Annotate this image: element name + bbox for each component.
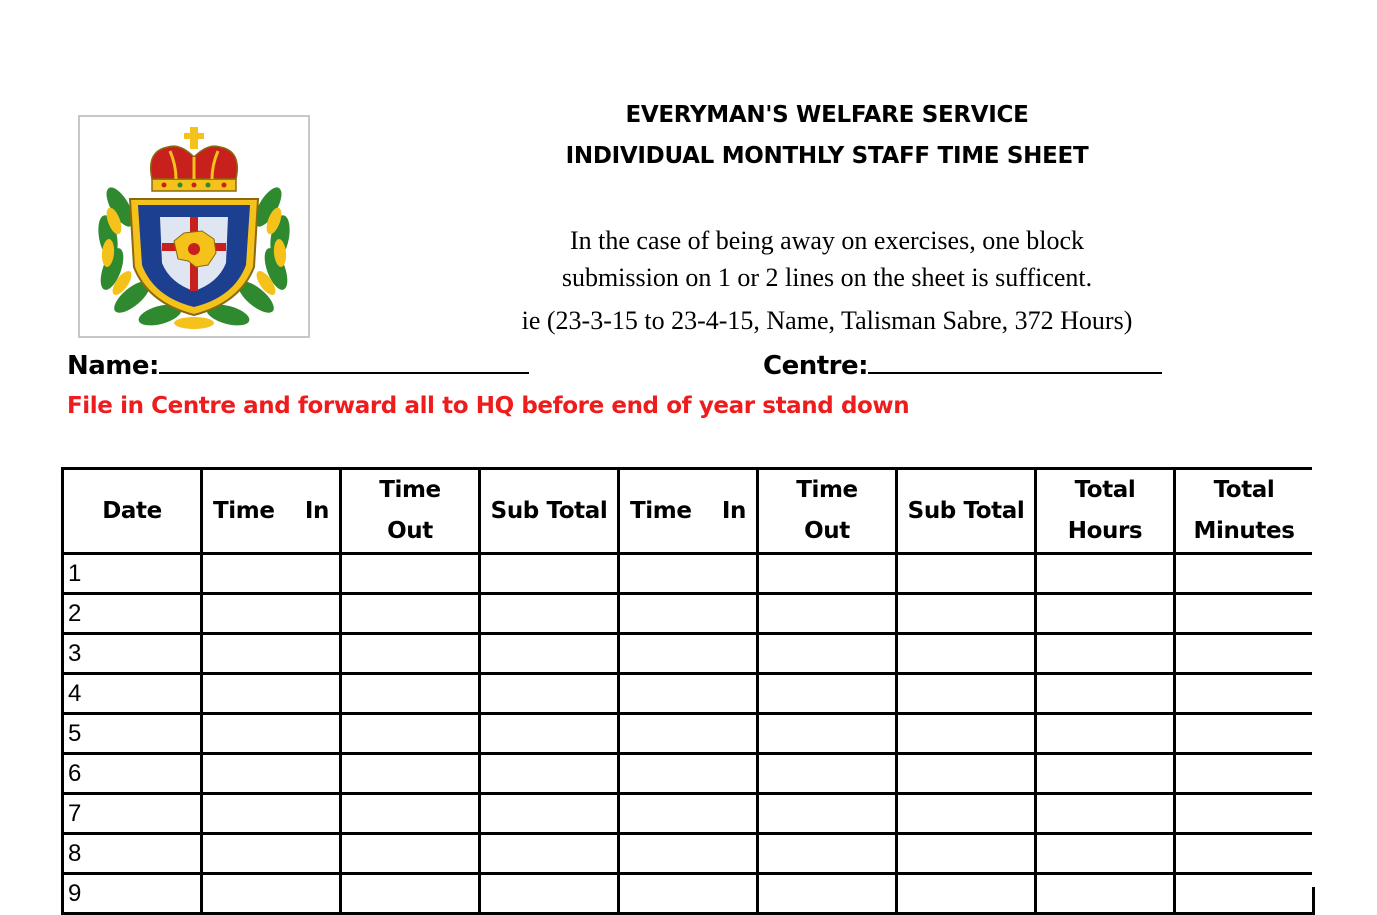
table-row [63, 754, 1314, 794]
entry-cell[interactable] [480, 634, 619, 674]
entry-cell[interactable] [619, 594, 758, 634]
entry-cell[interactable] [1175, 794, 1314, 834]
table-row [63, 794, 1314, 834]
centre-line[interactable] [868, 344, 1162, 374]
entry-cell[interactable] [1175, 554, 1314, 594]
entry-cell[interactable] [1036, 874, 1175, 914]
entry-cell[interactable] [758, 714, 897, 754]
time-sheet-table [61, 467, 1315, 915]
entry-cell[interactable] [1036, 834, 1175, 874]
entry-cell[interactable] [202, 554, 341, 594]
entry-cell[interactable] [897, 674, 1036, 714]
entry-cell[interactable] [341, 834, 480, 874]
entry-cell[interactable] [897, 874, 1036, 914]
entry-cell[interactable] [1175, 834, 1314, 874]
row-date-cell[interactable]: 5 [63, 714, 202, 754]
entry-cell[interactable] [202, 714, 341, 754]
entry-cell[interactable] [897, 794, 1036, 834]
entry-cell[interactable] [341, 714, 480, 754]
entry-cell[interactable] [341, 594, 480, 634]
entry-cell[interactable] [202, 794, 341, 834]
entry-cell[interactable] [1175, 714, 1314, 754]
entry-cell[interactable] [619, 874, 758, 914]
entry-cell[interactable] [480, 794, 619, 834]
entry-cell[interactable] [1175, 634, 1314, 674]
entry-cell[interactable] [1036, 594, 1175, 634]
entry-cell[interactable] [480, 674, 619, 714]
name-line[interactable] [159, 344, 529, 374]
name-field[interactable] [67, 344, 529, 381]
entry-cell[interactable] [758, 834, 897, 874]
entry-cell[interactable] [202, 834, 341, 874]
entry-cell[interactable] [1036, 674, 1175, 714]
entry-cell[interactable] [619, 834, 758, 874]
entry-cell[interactable] [202, 634, 341, 674]
entry-cell[interactable] [758, 674, 897, 714]
entry-cell[interactable] [480, 754, 619, 794]
entry-cell[interactable] [1175, 754, 1314, 794]
entry-cell[interactable] [341, 634, 480, 674]
entry-cell[interactable] [480, 714, 619, 754]
row-date-cell[interactable]: 6 [63, 754, 202, 794]
entry-cell[interactable] [897, 714, 1036, 754]
table-row [63, 674, 1314, 714]
col-subtotal-2: Sub Total [897, 469, 1036, 554]
entry-cell[interactable] [341, 554, 480, 594]
entry-cell[interactable] [619, 554, 758, 594]
col-subtotal-1: Sub Total [480, 469, 619, 554]
entry-cell[interactable] [1036, 714, 1175, 754]
exercise-note [470, 222, 1184, 339]
col-total-minutes: Total Minutes [1175, 469, 1314, 554]
note-line-1: In the case of being away on exercises, one block [569, 226, 1085, 255]
row-date-cell[interactable]: 1 [63, 554, 202, 594]
entry-cell[interactable] [758, 554, 897, 594]
row-date-cell[interactable]: 3 [63, 634, 202, 674]
row-date-cell[interactable]: 2 [63, 594, 202, 634]
entry-cell[interactable] [202, 874, 341, 914]
entry-cell[interactable] [480, 554, 619, 594]
entry-cell[interactable] [1036, 754, 1175, 794]
centre-field[interactable] [763, 344, 1162, 381]
page-edge [1312, 455, 1377, 887]
col-total-hours: Total Hours [1036, 469, 1175, 554]
table-row [63, 834, 1314, 874]
entry-cell[interactable] [897, 634, 1036, 674]
centre-label: Centre: [763, 351, 869, 381]
entry-cell[interactable] [758, 874, 897, 914]
row-date-cell[interactable]: 4 [63, 674, 202, 714]
entry-cell[interactable] [341, 794, 480, 834]
row-date-cell[interactable]: 8 [63, 834, 202, 874]
table-row [63, 634, 1314, 674]
filing-instruction: File in Centre and forward all to HQ before end of year stand down [67, 393, 910, 419]
crest-logo [78, 115, 310, 338]
table-row [63, 594, 1314, 634]
form-title: EVERYMAN'S WELFARE SERVICE [625, 102, 1029, 128]
note-line-2: submission on 1 or 2 lines on the sheet is sufficent. [561, 263, 1093, 292]
entry-cell[interactable] [758, 754, 897, 794]
entry-cell[interactable] [1036, 634, 1175, 674]
form-subtitle: INDIVIDUAL MONTHLY STAFF TIME SHEET [565, 143, 1089, 169]
entry-cell[interactable] [1175, 674, 1314, 714]
table-row [63, 554, 1314, 594]
name-label: Name: [67, 351, 159, 381]
entry-cell[interactable] [1036, 554, 1175, 594]
entry-cell[interactable] [480, 874, 619, 914]
col-time-out-2: Time Out [758, 469, 897, 554]
entry-cell[interactable] [1036, 794, 1175, 834]
entry-cell[interactable] [619, 754, 758, 794]
entry-cell[interactable] [619, 674, 758, 714]
entry-cell[interactable] [341, 674, 480, 714]
entry-cell[interactable] [897, 754, 1036, 794]
note-line-3: ie (23-3-15 to 23-4-15, Name, Talisman Sabre, 372 Hours) [521, 306, 1133, 335]
entry-cell[interactable] [897, 834, 1036, 874]
entry-cell[interactable] [897, 554, 1036, 594]
entry-cell[interactable] [480, 834, 619, 874]
entry-cell[interactable] [1175, 594, 1314, 634]
entry-cell[interactable] [202, 674, 341, 714]
entry-cell[interactable] [897, 594, 1036, 634]
entry-cell[interactable] [1175, 874, 1314, 914]
entry-cell[interactable] [202, 594, 341, 634]
entry-cell[interactable] [341, 874, 480, 914]
entry-cell[interactable] [341, 754, 480, 794]
entry-cell[interactable] [619, 634, 758, 674]
entry-cell[interactable] [619, 714, 758, 754]
col-time-in-1: Time In [202, 469, 341, 554]
col-time-out-1: Time Out [341, 469, 480, 554]
col-date: Date [63, 469, 202, 554]
crest-emblem [80, 117, 308, 336]
entry-cell[interactable] [758, 794, 897, 834]
entry-cell[interactable] [202, 754, 341, 794]
entry-cell[interactable] [758, 594, 897, 634]
header-row [63, 469, 1314, 554]
entry-cell[interactable] [758, 634, 897, 674]
row-date-cell[interactable]: 9 [63, 874, 202, 914]
table-row [63, 714, 1314, 754]
col-time-in-2: Time In [619, 469, 758, 554]
entry-cell[interactable] [619, 794, 758, 834]
entry-cell[interactable] [480, 594, 619, 634]
table-row [63, 874, 1314, 914]
row-date-cell[interactable]: 7 [63, 794, 202, 834]
